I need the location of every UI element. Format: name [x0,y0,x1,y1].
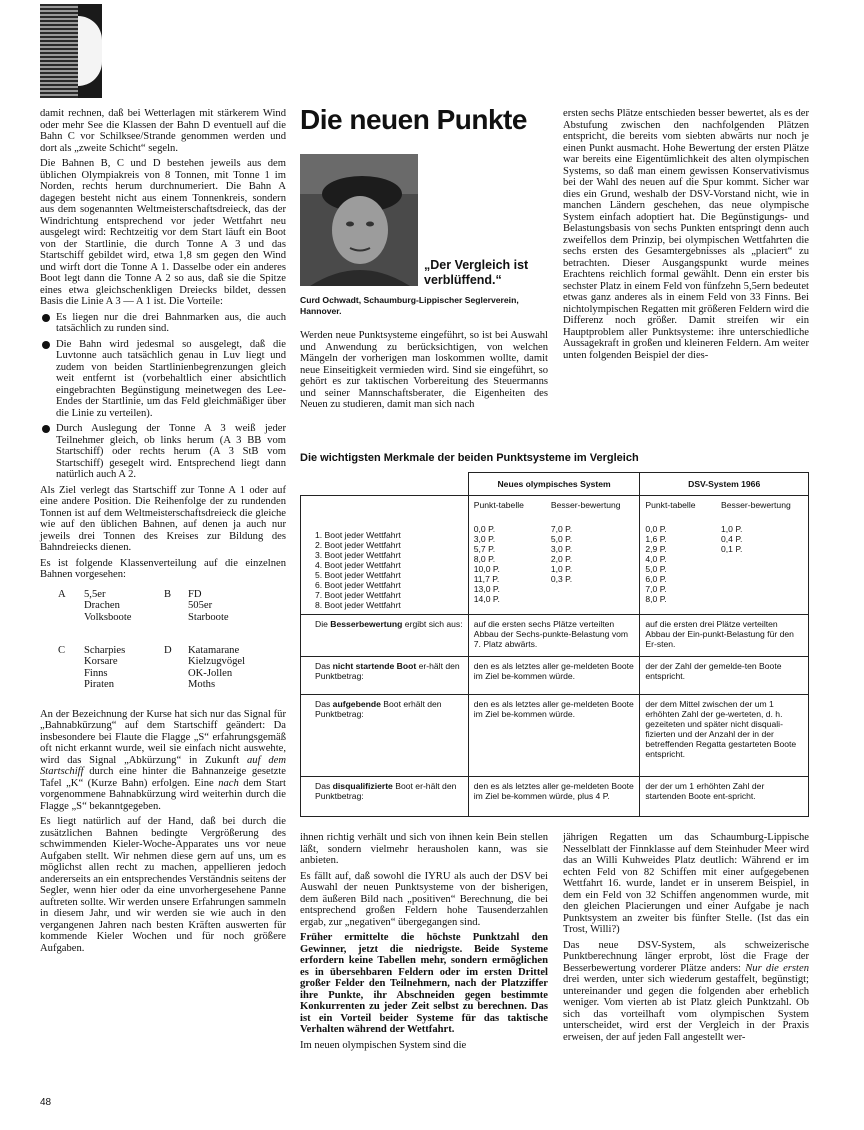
table-row: Das nicht startende Boot er-hält den Punktbetrag: den es als letztes aller ge-meldeten Boote im Ziel be-kommen würde. der der Zahl der gemelde-ten Boote entspricht. [301,657,809,695]
paragraph: Als Ziel verlegt das Startschiff zur Tonne A 1 oder auf eine andere Position. Die Reihenfolge der zu rundenden Tonnen ist auf dem Weltmeisterschaftsdreieck die gleiche wie auf den üblichen Bahnen, auf denen ja auch nur jeweils drei Tonnen des Kreises zur Bildung des Bahndreiecks dienen. [40,484,286,553]
article-title: Die neuen Punkte [300,104,527,135]
paragraph: Es fällt auf, daß sowohl die IYRU als auch der DSV bei Auswahl der neuen Punktsysteme von der bisherigen, dem äußeren Bild nach „positiven“ Berechnung, die bei entsprechend großen Feldern hohe Tausenderzahlen ergab, zur „negativen“ übergegangen sind. [300,870,548,928]
header-dsv: DSV-System 1966 [640,473,809,496]
paragraph: An der Bezeichnung der Kurse hat sich nur das Signal für „Bahnabkürzung“ auf dem Startschiff geändert: Da insbesondere bei Flaute die Flagge „S“ erfahrungsgemäß oft nicht erkannt wurde, weil sie einfach nicht auswehte, wird das Signal „Abkürzung“ in Zukunft auf dem Startschiff durch eine hinter die Bahnanzeige gesetzte Tafel „K“ (Kurze Bahn) erfolgen. Eine nach dem Start vorgenommene Bahnabkürzung wird weiterhin durch die Flagge „S“ bekanntgegeben. [40,708,287,812]
olympic-points-cell: Punkt-tabelle Besser-bewertung 0,0 P. 3,0 P. 5,7 P. 8,0 P. 10,0 P. 11,7 P. 13,0 P. 14,0 P. 7,0 P. 5,0 P. 3,0 P. 2,0 P. 1,0 P. 0,3 P. [468,496,640,615]
paragraph: Früher ermittelte die höchste Punktzahl den Gewinner, jetzt die niedrigste. Beide Systeme erfordern keine Tabellen mehr, sondern ermöglichen es in übersehbaren Feldern oder im ersten Drittel großer Felder den Teilnehmern, nach der Platzziffer ihre Punkte, ihr Abschneiden gegen bestimmte Konkurrenten zu jeder Zeit selbst zu berechnen. Das ist ein Vorteil beider Systeme für das taktische Verhalten während der Wettfahrt. [300,932,548,1035]
paragraph: Es liegt natürlich auf der Hand, daß bei durch die zusätzlichen Bahnen bedingte Vergrößerung des schwimmenden Kieler-Woche-Apparates uns vor neue Aufgaben stellt. Wir nehmen diese gern auf uns, um es möglichst allen recht zu machen, appellieren jedoch andererseits an ein entsprechendes Verständnis seitens der Segler, wenn hier oder da eine unvorhergesehene Panne auftreten sollte. Wir werden unsere Erfahrungen sammeln in diesem Jahr, und wir werden sie wie auch in den vergangenen Jahren nach besten Kräften auswerten für kommende Kieler Wochen und für noch größere Aufgaben. [40,816,286,954]
paragraph: Es ist folgende Klassenverteilung auf die einzelnen Bahnen vorgesehen: [40,557,286,580]
bullet-item: Durch Auslegung der Tonne A 3 weiß jeder Teilnehmer gleich, ob links herum (A 3 BB vom Startschiff) oder rechts herum (A 3 StB vom Startschiff) gesegelt wird. Entsprechend liegt dann natürlich auch A 2. [40,423,286,481]
logo-letter-d [78,16,102,86]
bullet-dot-icon [42,425,50,433]
paragraph: ihnen richtig verhält und sich von ihnen kein Bein stellen läßt, sondern vielmehr herausholen kann, was sie anbieten. [300,832,548,866]
table-title: Die wichtigsten Merkmale der beiden Punktsysteme im Vergleich [300,452,639,464]
paragraph: Im neuen olympischen System sind die [300,1039,467,1051]
paragraph: ersten sechs Plätze entschieden besser bewertet, als es der Abstufung zwischen den nachfolgenden Plätzen entspricht, die bereits vom siebten abwärts nur noch je einen Punkt ausmacht. Hohe Bewertung der ersten Plätze war bereits eine Eigentümlichkeit des alten olympischen Systems, so daß man einem gewissen Konservativismus bei der Wahl des neuen auf die Spur kommt. Sicher war dies ein Grund, weshalb der DSV-Vorstand nicht, wie in manchen Ländern geschehen, das neue olympische System einfach adoptiert hat. Die Begünstigungs- und Belastungsbasis von sechs Punkten entspringt denn auch zweifellos dem Prinzip, bei olympischen Wettfahrten die sechs ersten des Gesamtergebnisses als „placiert“ zu betrachten. Dieser Ausgangspunkt wurde meines Erachtens reichlich formal gewählt. Denn ein erster bis sechster Platz in einem Feld von fünfzehn 5,5ern bedeutet etwas ganz anderes als in einem Feld von 33 Finns. Bei nichtolympischen Regatten mit größeren Feldern wird die Differenz noch größer. Damit streifen wir ein Hauptproblem aller Punktsysteme: ihre unterschiedliche Aussagekraft in großen und kleineren Feldern. Am weiter unten folgenden Beispiel der dies- [563,108,809,361]
paragraph: Das neue DSV-System, als schweizerische Punktberechnung länger erprobt, löst die Frage der Besserbewertung vorderer Plätze anders: Nur die ersten drei werden, unter sich wiederum gestaffelt, begünstigt; untereinander und gegen die folgenden aber erheblich weniger. Vom vierten ab ist Platz gleich Punktzahl. Ob sich das vorteilhaft vom olympischen System unterscheidet, wird erst der Vergleich in der Praxis erweisen, der auf jeden Fall angestellt wer- [563,939,809,1043]
portrait-photo [300,154,418,286]
paragraph: Werden neue Punktsysteme eingeführt, so ist bei Auswahl und Anwendung zu berücksichtigen, von welchen Mängeln der vorherigen man loskommen wollte, damit neue Einseitigkeit vermieden wird. Sind sie eingeführt, so gehört es zur taktischen Vorbereitung des Steuermanns und seiner Mannschaftsberater, die Eigenheiten des Neuen zu studieren, damit man sich nach [300,330,548,410]
photo-caption: Curd Ochwadt, Schaumburg-Lippischer Seglerverein, Hannover. [300,295,519,316]
column-right-top [563,108,809,365]
header-olympic: Neues olympisches System [468,473,640,496]
bullet-item: Es liegen nur die drei Bahnmarken aus, die auch tatsächlich zu runden sind. [40,312,286,335]
column-left [40,108,286,958]
table-row: Das aufgebende Boot erhält den Punktbetrag: den es als letztes aller ge-meldeten Boote im Ziel be-kommen würde. der dem Mittel zwischen der um 1 erhöhten Zahl der ge-werteten, d. h. gezeiteten und später nicht disquali-fizierten und der Anzahl der in der betreffenden Regatta gestarteten Boote entspricht. [301,695,809,777]
bullet-dot-icon [42,314,50,322]
comparison-table [300,472,809,817]
bullet-dot-icon [42,341,50,349]
table-row: Das disqualifizierte Boot er-hält den Punktbetrag: den es als letztes aller ge-meldeten Boote im Ziel be-kommen würde, plus 4 P. der der um 1 erhöhten Zahl der startenden Boote ent-spricht. [301,777,809,817]
magazine-logo [40,4,102,98]
column-middle-top [300,330,548,415]
paragraph: Die Bahnen B, C und D bestehen jeweils aus dem üblichen Olympiakreis von 8 Tonnen, mit Tonne 1 im Norden, rechts herum durchnumeriert. Die Bahn A dagegen besteht nicht aus einem Tonnenkreis, sondern aus dem sogenannten Weltmeisterschaftsdreieck, das der Windrichtung entsprechend vor jeder Wettfahrt neu ausgelegt wird: Rechtzeitig vor dem Start läuft ein Boot von der Startlinie, die durch Tonne A 3 und das Startschiff gebildet wird, etwa 1,8 sm gegen den Wind und wirft dort die Tonne A 1. Dasselbe oder ein anderes Boot legt dann die Tonne A 2 so aus, daß sie die Spitze eines etwa gleichschenkligen Dreiecks bildet, dessen Basis die Linie A 3 — A 1 ist. Die Vorteile: [40,158,286,307]
table-row: Die Besserbewertung ergibt sich aus: auf die ersten sechs Plätze verteilten Abbau der Sechs-punkte-Belastung vom 7. Platz abwärts. auf die ersten drei Plätze verteilten Abbau der Ein-punkt-Belastung für den Er-sten. [301,615,809,657]
paragraph: jährigen Regatten um das Schaumburg-Lippische Nesselblatt der Finnklasse auf dem Steinhuder Meer wird das an Willi Kuhweides Platz deutlich: Während er im echten Feld von 82 Schiffen mit einer aufgegebenen Wettfahrt 16. wurde, landet er in unserem Beispiel, in dem ein Feld von 32 Schiffen angenommen wurde, mit den gleichen Placierungen und einer Aufgabe je nach Punktsystem an zweiter bis fünfter Stelle. (Ist das ein Trost, Willi?) [563,832,809,935]
pull-quote: „Der Vergleich ist verblüffend.“ [424,258,529,287]
page-number: 48 [40,1097,52,1108]
column-right-bottom [563,832,809,1047]
class-distribution: A 5,5er Drachen Volksboote B FD 505er Starboote C Scharpies Korsare Finns Piraten D Katamarane Kielzugvögel OK-Jollen Moths [58,588,246,690]
table-row-points [301,496,809,615]
table-header-row [301,473,809,496]
portrait-image [300,154,418,286]
logo-stripes [40,4,78,98]
dsv-points-cell: Punkt-tabelle Besser-bewertung 0,0 P. 1,6 P. 2,9 P. 4,0 P. 5,0 P. 6,0 P. 7,0 P. 8,0 P. 1,0 P. 0,4 P. 0,1 P. [640,496,809,615]
paragraph: damit rechnen, daß bei Wetterlagen mit stärkerem Wind oder mehr See die Klassen der Bahn D eventuell auf die Bahn C vor Schilksee/Strande genommen werden und dort als „zweite Schicht“ segeln. [40,108,286,154]
column-middle-bottom [300,832,548,1055]
bullet-item: Die Bahn wird jedesmal so ausgelegt, daß die Luvtonne auch tatsächlich genau in Luv liegt und zudem von beiden Startlinienbegrenzungen gleich weit entfernt ist (vorbehaltlich einer absichtlich eingebrachten Begünstigung meinetwegen des Lee-Endes der Startlinie, um das Feld gleichmäßiger über die Linie zu verteilen). [40,339,286,420]
row-labels: 1. Boot jeder Wettfahrt 2. Boot jeder Wettfahrt 3. Boot jeder Wettfahrt 4. Boot jeder Wettfahrt 5. Boot jeder Wettfahrt 6. Boot jeder Wettfahrt 7. Boot jeder Wettfahrt 8. Boot jeder Wettfahrt [301,496,469,615]
